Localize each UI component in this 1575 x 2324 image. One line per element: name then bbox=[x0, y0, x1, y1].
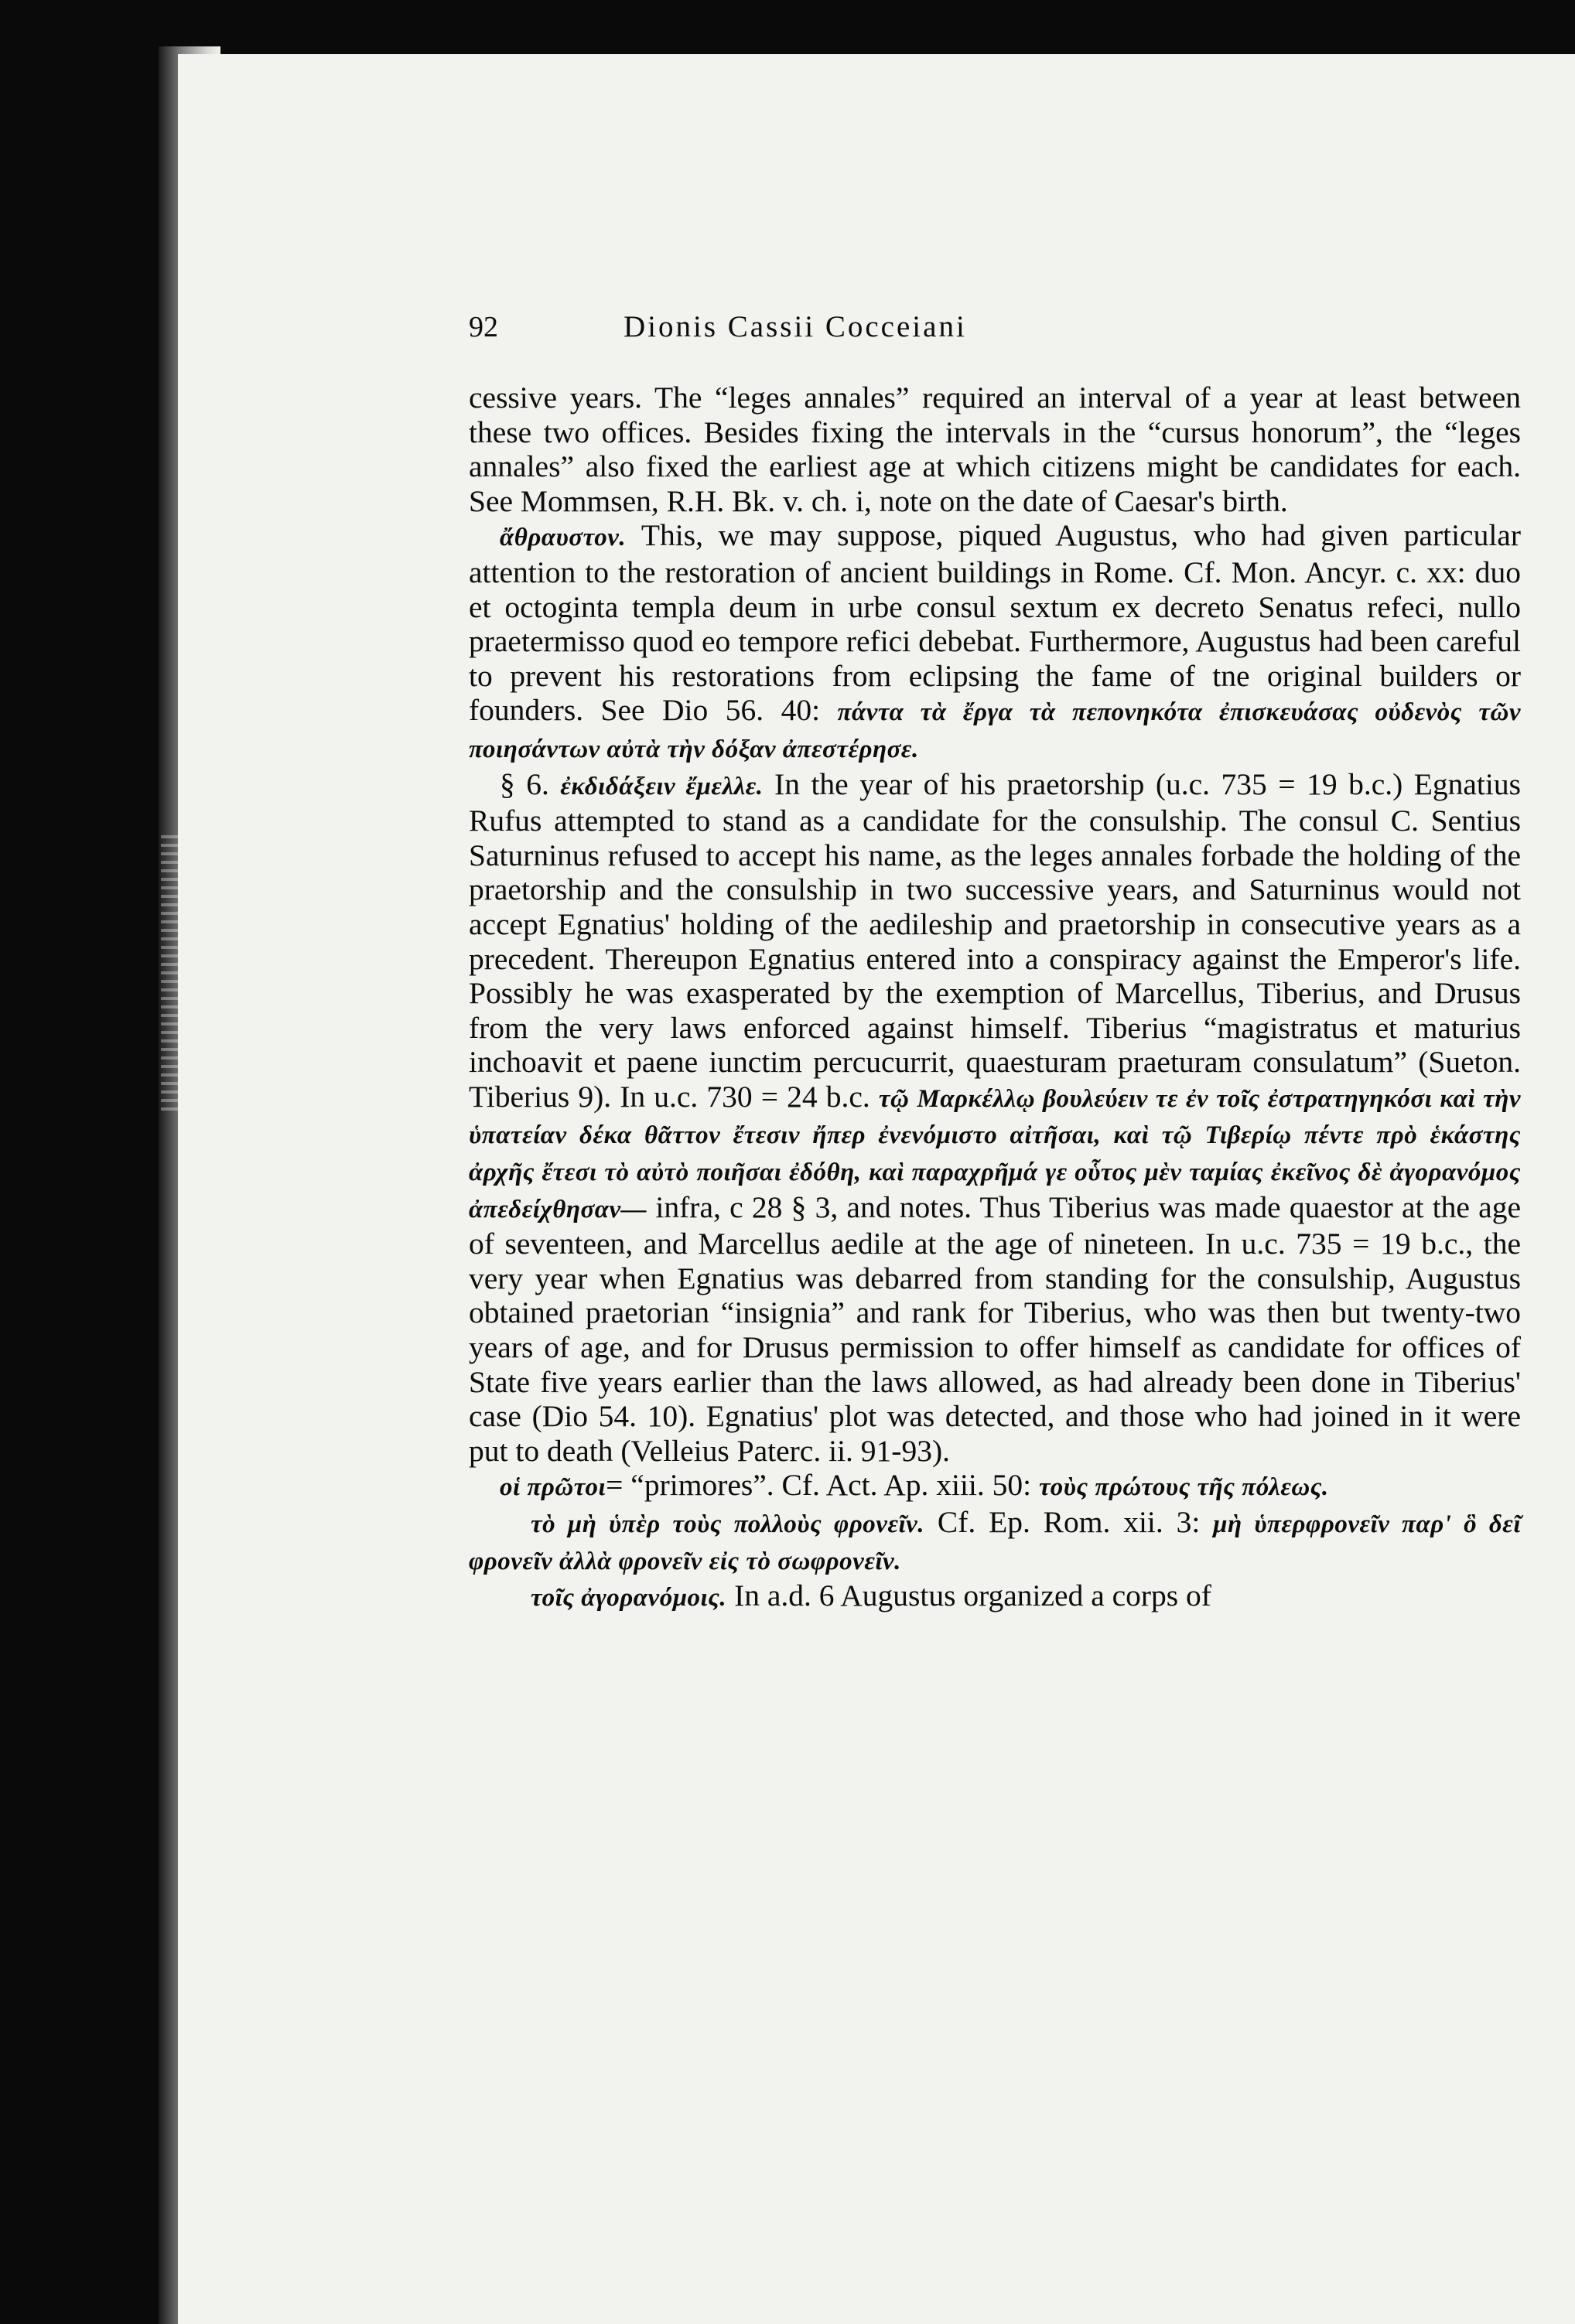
paragraph-text: cessive years. The “leges annales” required an interval of a year at least between these two offices. Besides fixing the intervals in the “cursus honorum”, the “leges annales” also fixed the earliest age at which citizens might be candidates for each. See Mommsen, R.H. Bk. v. ch. i, note on the date of Caesar's birth. bbox=[469, 381, 1521, 518]
paragraph-2 bbox=[469, 518, 1521, 766]
running-title: Dionis Cassii Cocceiani bbox=[624, 310, 967, 343]
greek-quote: πάντα τὰ ἔργα τὰ πεπονηκότα ἐπισκευάσας οὐδενὸς τῶν ποιησάντων αὐτὰ τὴν δόξαν ἀπεστέρησε. bbox=[469, 698, 1521, 763]
page-number: 92 bbox=[469, 311, 498, 343]
paragraph-1 bbox=[469, 381, 1521, 518]
greek-quote: τῷ Μαρκέλλῳ βουλεύειν τε ἐν τοῖς ἐστρατηγηκόσι καὶ τὴν ὑπατείαν δέκα θᾶττον ἔτεσιν ἤπερ ἐνενόμιστο αἰτῆσαι, καὶ τῷ Τιβερίῳ πέντε πρὸ ἑκάστης ἀρχῆς ἔτεσι τὸ αὐτὸ ποιῆσαι ἐδόθη, καὶ παραχρῆμά γε οὗτος μὲν ταμίας ἐκεῖνος δὲ ἀγορανόμος ἀπεδείχθησαν— bbox=[469, 1084, 1521, 1223]
paragraph-text: Cf. Ep. Rom. xii. 3: bbox=[924, 1505, 1214, 1539]
lemma: οἱ πρῶτοι bbox=[500, 1473, 606, 1502]
paragraph-text: = “primores”. Cf. Act. Ap. xiii. 50: bbox=[606, 1468, 1040, 1503]
paragraph-3 bbox=[469, 767, 1521, 1469]
page-text-block bbox=[469, 309, 1521, 1616]
paragraph-4 bbox=[469, 1468, 1521, 1505]
greek-quote: τοὺς πρώτους τῆς πόλεως. bbox=[1039, 1473, 1329, 1502]
paragraph-text: In the year of his praetorship (u.c. 735 = 19 b.c.) Egnatius Rufus attempted to stand as a candidate for the consulship. The consul C. Sentius Saturninus refused to accept his name, as the leges annales forbade the holding of the praetorship and the consulship in two successive years, and Saturninus would not accept Egnatius' holding of the aedileship and praetorship in consecutive years as a precedent. Thereupon Egnatius entered into a conspiracy against the Emperor's life. Possibly he was exasperated by the exemption of Marcellus, Tiberius, and Drusus from the very laws enforced against himself. Tiberius “magistratus et maturius inchoavit et paene iunctim percucurrit, quaesturam praeturam consulatum” (Sueton. Tiberius 9). In u.c. 730 = 24 b.c. bbox=[469, 766, 1521, 1114]
paragraph-text-continued: infra, c 28 § 3, and notes. Thus Tiberius was made quaestor at the age of seventeen, and Marcellus aedile at the age of nineteen. In u.c. 735 = 19 b.c., the very year when Egnatius was debarred from standing for the consulship, Augustus obtained praetorian “insignia” and rank for Tiberius, who was then but twenty-two years of age, and for Drusus permission to offer himself as candidate for offices of State five years earlier than the laws allowed, as had already been done in Tiberius' case (Dio 54. 10). Egnatius' plot was detected, and those who had joined in it were put to death (Velleius Paterc. ii. 91-93). bbox=[469, 1189, 1521, 1468]
running-head bbox=[469, 309, 1521, 363]
paragraph-text: In a.d. 6 Augustus organized a corps of bbox=[726, 1578, 1211, 1613]
paragraph-text: This, we may suppose, piqued Augustus, who had given particular attention to the restoration of ancient buildings in Rome. Cf. Mon. Ancyr. c. xx: duo et octoginta templa deum in urbe consul sextum ex decreto Senatus refeci, nullo praetermisso quod eo tempore refici debebat. Furthermore, Augustus had been careful to prevent his restorations from eclipsing the fame of tne original builders or founders. See Dio 56. 40: bbox=[469, 518, 1521, 728]
greek-quote: μὴ ὑπερφρονεῖν παρ' ὃ δεῖ φρονεῖν ἀλλὰ φρονεῖν εἰς τὸ σωφρονεῖν. bbox=[469, 1510, 1521, 1575]
paragraph-5 bbox=[469, 1505, 1521, 1578]
lemma: τοῖς ἀγορανόμοις. bbox=[531, 1584, 727, 1612]
lemma: ἐκδιδάξειν ἔμελλε. bbox=[560, 772, 764, 800]
lemma: ἄθραυστον. bbox=[500, 524, 627, 552]
section-marker: § 6. bbox=[500, 766, 561, 801]
lemma: τὸ μὴ ὑπὲρ τοὺς πολλοὺς φρονεῖν. bbox=[531, 1510, 925, 1538]
paragraph-6 bbox=[469, 1578, 1521, 1616]
